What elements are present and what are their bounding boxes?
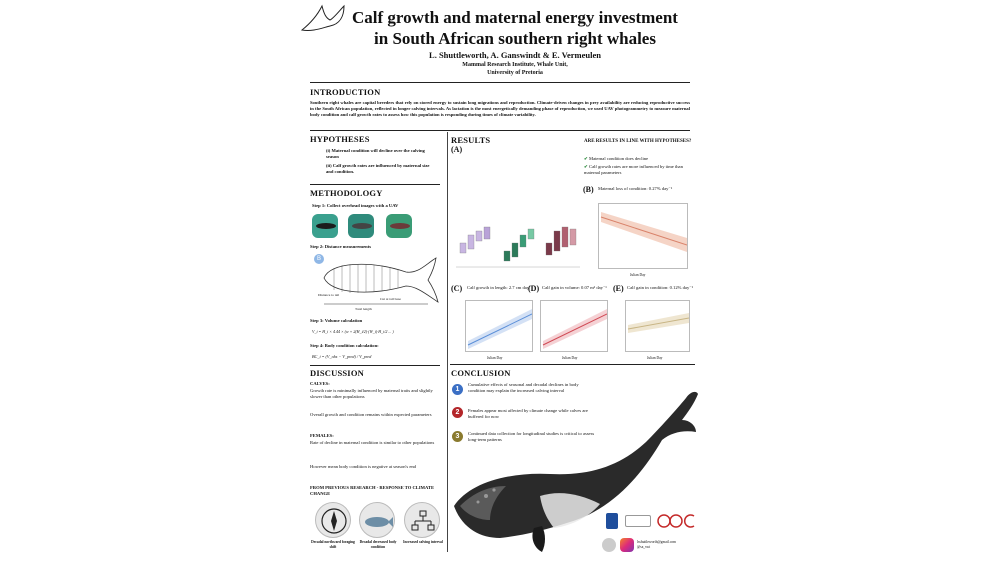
boxplot-group-3 (546, 227, 576, 255)
intro-divider (310, 130, 690, 131)
eco-logo (656, 512, 696, 530)
method-step2: Step 2: Distance measurements (310, 244, 372, 249)
column-divider (447, 132, 448, 552)
diagram-label-b: B (314, 254, 324, 264)
boxplot-group-2 (504, 229, 534, 261)
panel-a-label: (A) (451, 145, 463, 154)
institute-line1: Mammal Research Institute, Whale Unit, (462, 62, 568, 68)
panel-b-label: (B) (583, 185, 594, 194)
whale-silhouette-2 (351, 222, 373, 230)
check-icon: ✔ (584, 164, 588, 169)
whale-silhouette-1 (315, 222, 337, 230)
diagram-distance-label: Distance to tail (318, 293, 340, 297)
method-step3: Step 3: Volume calculation (310, 318, 363, 323)
poster-title-line2: in South African southern right whales (374, 29, 656, 48)
diagram-tail-label: Cut at tail base (380, 297, 401, 301)
calves-point-2: Overall growth and condition remains within expected parameters (310, 412, 432, 417)
check-icon: ✔ (584, 156, 588, 161)
calves-label: CALVES: (310, 381, 330, 386)
hypotheses-divider (310, 184, 440, 185)
avatar (602, 538, 616, 552)
panel-d-caption: Calf gain in volume: 0.07 m³ day⁻¹ (542, 285, 607, 290)
check1-text: Maternal condition does decline (589, 156, 649, 161)
panel-c-caption: Calf growth in length: 2.7 cm day⁻¹ (467, 285, 533, 290)
boxplot-group-1 (460, 227, 490, 253)
conclusion-point-3: Continued data collection for longitudinal studies is critical to assess long-term patterns (468, 431, 595, 442)
panel-c-xlabel: Julian Day (487, 356, 503, 360)
results-check-2 (584, 164, 699, 176)
introduction-heading: INTRODUCTION (310, 87, 381, 97)
conclusion-point-2: Females appear most affected by climate change while calves are buffered for now (468, 408, 588, 419)
diagram-total-length-label: Total length (355, 307, 372, 311)
contact-email[interactable]: lsshuttleworth@gmail.com (637, 540, 676, 544)
hypothesis-1: (i) Maternal condition will decline over the calving season (326, 148, 425, 159)
panel-d-label: (D) (528, 284, 540, 293)
method-divider (310, 365, 440, 366)
panel-d-xlabel: Julian Day (562, 356, 578, 360)
hypothesis-2: (ii) Calf growth rates are influenced by maternal size and condition. (326, 163, 430, 174)
panel-b-caption: Maternal loss of condition: 0.27% day⁻¹ (598, 186, 673, 191)
conclusion-number-3: 3 (452, 431, 463, 442)
instagram-icon[interactable] (620, 538, 634, 552)
panel-c-chart (465, 300, 533, 352)
partner-logo (625, 515, 651, 527)
previous-research: FROM PREVIOUS RESEARCH - RESPONSE TO CLIMATE CHANGE (310, 485, 435, 496)
whale-silhouette-3 (389, 222, 411, 230)
compass-icon (315, 502, 351, 538)
condition-formula: BC_i = (V_obs − V_pred) / V_pred (312, 354, 372, 359)
discussion-heading: DISCUSSION (310, 368, 364, 378)
conclusion-number-1: 1 (452, 384, 463, 395)
hypotheses-heading: HYPOTHESES (310, 134, 370, 144)
southern-right-whale-illustration (450, 386, 702, 558)
females-point-1: Rate of decline in maternal condition is similar to other populations (310, 440, 435, 445)
conclusion-number-2: 2 (452, 407, 463, 418)
panel-e-caption: Calf gain in condition: 0.12% day⁻¹ (627, 285, 694, 290)
panel-c-label: (C) (451, 284, 463, 293)
results-divider (450, 364, 695, 365)
panel-d-chart (540, 300, 608, 352)
introduction-body: Southern right whales are capital breeders that rely on stored energy to sustain long migrations and reproduction. Climate-driven changes in prey availability are reducing reproductive success in the South African population, reflected in longer calving intervals. As lactation is the most energetically demanding phase of reproduction, we used UAV photogrammetry to measure maternal body condition and calf growth rates to assess how this population is responding during times of climate variability. (310, 100, 690, 117)
icon1-caption: Decadal northward foraging shift (311, 540, 355, 549)
social-handle[interactable]: @sa_swt (637, 545, 651, 549)
results-question: ARE RESULTS IN LINE WITH HYPOTHESES? (584, 139, 692, 144)
panel-b-chart (598, 203, 688, 269)
poster (300, 0, 700, 563)
methodology-heading: METHODOLOGY (310, 188, 383, 198)
header-divider (310, 82, 690, 83)
institute-line2: University of Pretoria (487, 70, 543, 76)
panel-e-chart (625, 300, 690, 352)
panel-e-xlabel: Julian Day (647, 356, 663, 360)
method-step1: Step 1: Collect overhead images with a UAV (312, 203, 399, 208)
panel-b-xlabel: Julian Day (630, 273, 646, 277)
icon2-caption: Decadal decreased body condition (359, 540, 397, 549)
whale-icon (359, 502, 395, 538)
icon3-caption: Increased calving interval (403, 540, 443, 544)
calves-point-1: Growth rate is minimally influenced by maternal traits and slightly slower than other populations (310, 388, 433, 399)
results-check-1 (584, 156, 699, 162)
females-point-2: However mean body condition is negative at season's end (310, 464, 416, 469)
females-label: FEMALES: (310, 433, 334, 438)
method-step4: Step 4: Body condition calculation: (310, 343, 379, 348)
poster-title-line1: Calf growth and maternal energy investment (352, 8, 678, 27)
check2-text: Calf growth rates are more influenced by time than maternal parameters (584, 164, 683, 175)
university-crest-logo (606, 513, 618, 529)
volume-formula: V_i = H_i × 4.44 × (w + 2(H_i/2)·(W_i)·H_i/2 ... ) (312, 329, 394, 334)
results-heading: RESULTS (451, 135, 491, 145)
authors: L. Shuttleworth, A. Ganswindt & E. Vermeulen (429, 50, 601, 60)
panel-e-label: (E) (613, 284, 624, 293)
conclusion-point-1: Cumulative effects of seasonal and decadal declines in body condition may explain the increased calving interval (468, 382, 579, 393)
whale-measurement-diagram (310, 256, 442, 310)
conclusion-heading: CONCLUSION (451, 368, 511, 378)
panel-a-boxplots (452, 205, 582, 275)
hierarchy-icon (404, 502, 440, 538)
